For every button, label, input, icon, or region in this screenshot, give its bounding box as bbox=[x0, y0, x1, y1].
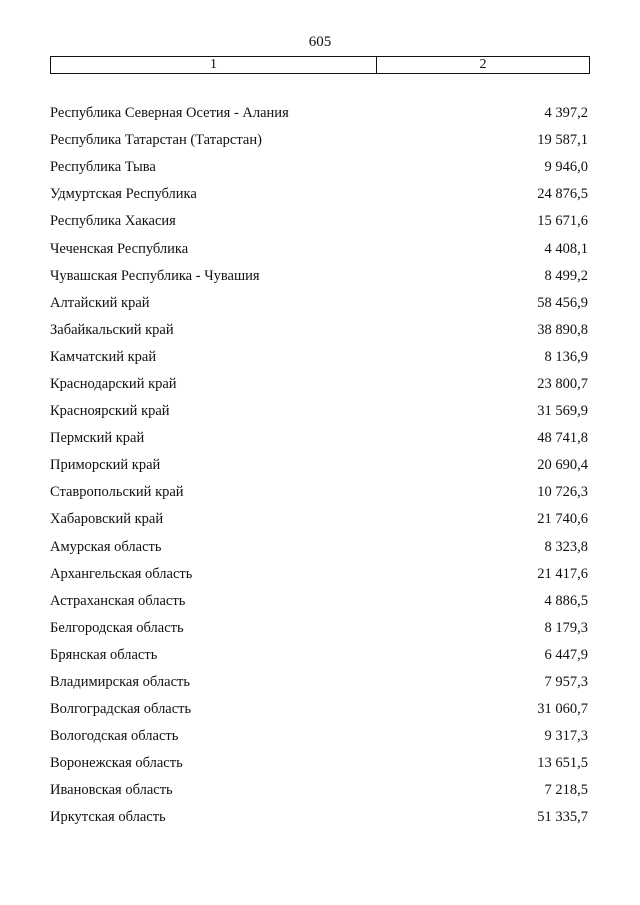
region-name: Алтайский край bbox=[50, 294, 150, 311]
table-row bbox=[50, 290, 588, 317]
region-name: Иркутская область bbox=[50, 809, 166, 826]
table-row bbox=[50, 317, 588, 344]
region-name: Амурская область bbox=[50, 538, 162, 555]
region-value: 21 740,6 bbox=[537, 511, 588, 528]
region-name: Забайкальский край bbox=[50, 321, 174, 338]
region-name: Белгородская область bbox=[50, 619, 184, 636]
region-name: Чеченская Республика bbox=[50, 240, 189, 257]
table-row bbox=[50, 263, 588, 290]
table-row bbox=[50, 777, 588, 804]
region-value: 13 651,5 bbox=[537, 755, 588, 772]
region-name: Пермский край bbox=[50, 430, 145, 447]
region-value: 31 569,9 bbox=[537, 403, 588, 420]
region-name: Ивановская область bbox=[50, 782, 173, 799]
region-name: Республика Хакасия bbox=[50, 213, 176, 230]
table-row bbox=[50, 344, 588, 371]
region-value: 4 886,5 bbox=[544, 592, 588, 609]
region-name: Владимирская область bbox=[50, 674, 190, 691]
table-row bbox=[50, 588, 588, 615]
region-value: 6 447,9 bbox=[544, 646, 588, 663]
region-name: Ставропольский край bbox=[50, 484, 184, 501]
table-row bbox=[50, 127, 588, 154]
region-value: 15 671,6 bbox=[537, 213, 588, 230]
table-row bbox=[50, 425, 588, 452]
column-header-1: 1 bbox=[51, 57, 377, 73]
region-value: 21 417,6 bbox=[537, 565, 588, 582]
table-row bbox=[50, 506, 588, 533]
region-name: Брянская область bbox=[50, 646, 158, 663]
table-row bbox=[50, 479, 588, 506]
region-value: 8 323,8 bbox=[544, 538, 588, 555]
region-name: Республика Северная Осетия - Алания bbox=[50, 105, 289, 122]
region-value: 9 946,0 bbox=[544, 159, 588, 176]
region-value: 19 587,1 bbox=[537, 132, 588, 149]
column-header-row bbox=[50, 56, 590, 74]
region-table-body bbox=[50, 100, 588, 832]
table-row bbox=[50, 452, 588, 479]
region-value: 31 060,7 bbox=[537, 701, 588, 718]
region-name: Астраханская область bbox=[50, 592, 186, 609]
region-value: 7 218,5 bbox=[544, 782, 588, 799]
region-name: Удмуртская Республика bbox=[50, 186, 197, 203]
table-row bbox=[50, 615, 588, 642]
table-row bbox=[50, 100, 588, 127]
table-row bbox=[50, 750, 588, 777]
table-row bbox=[50, 669, 588, 696]
table-row bbox=[50, 561, 588, 588]
region-name: Архангельская область bbox=[50, 565, 193, 582]
region-value: 9 317,3 bbox=[544, 728, 588, 745]
region-name: Республика Тыва bbox=[50, 159, 156, 176]
table-row bbox=[50, 235, 588, 262]
region-name: Красноярский край bbox=[50, 403, 170, 420]
region-value: 58 456,9 bbox=[537, 294, 588, 311]
table-row bbox=[50, 642, 588, 669]
table-row bbox=[50, 804, 588, 831]
region-name: Камчатский край bbox=[50, 348, 157, 365]
region-value: 8 136,9 bbox=[544, 348, 588, 365]
region-value: 4 397,2 bbox=[544, 105, 588, 122]
region-value: 38 890,8 bbox=[537, 321, 588, 338]
region-value: 20 690,4 bbox=[537, 457, 588, 474]
region-value: 23 800,7 bbox=[537, 375, 588, 392]
region-name: Краснодарский край bbox=[50, 375, 177, 392]
table-row bbox=[50, 398, 588, 425]
page-number: 605 bbox=[308, 34, 332, 50]
region-name: Воронежская область bbox=[50, 755, 183, 772]
table-row bbox=[50, 723, 588, 750]
table-row bbox=[50, 371, 588, 398]
table-row bbox=[50, 181, 588, 208]
region-value: 10 726,3 bbox=[537, 484, 588, 501]
region-value: 8 179,3 bbox=[544, 619, 588, 636]
region-name: Чувашская Республика - Чувашия bbox=[50, 267, 260, 284]
region-value: 8 499,2 bbox=[544, 267, 588, 284]
region-value: 4 408,1 bbox=[544, 240, 588, 257]
region-value: 24 876,5 bbox=[537, 186, 588, 203]
region-name: Волгоградская область bbox=[50, 701, 192, 718]
table-row bbox=[50, 154, 588, 181]
table-row bbox=[50, 208, 588, 235]
table-row bbox=[50, 534, 588, 561]
region-name: Вологодская область bbox=[50, 728, 179, 745]
region-value: 7 957,3 bbox=[544, 674, 588, 691]
region-name: Приморский край bbox=[50, 457, 161, 474]
region-name: Хабаровский край bbox=[50, 511, 164, 528]
region-value: 48 741,8 bbox=[537, 430, 588, 447]
region-name: Республика Татарстан (Татарстан) bbox=[50, 132, 262, 149]
region-value: 51 335,7 bbox=[537, 809, 588, 826]
table-row bbox=[50, 696, 588, 723]
column-header-2: 2 bbox=[479, 57, 487, 72]
